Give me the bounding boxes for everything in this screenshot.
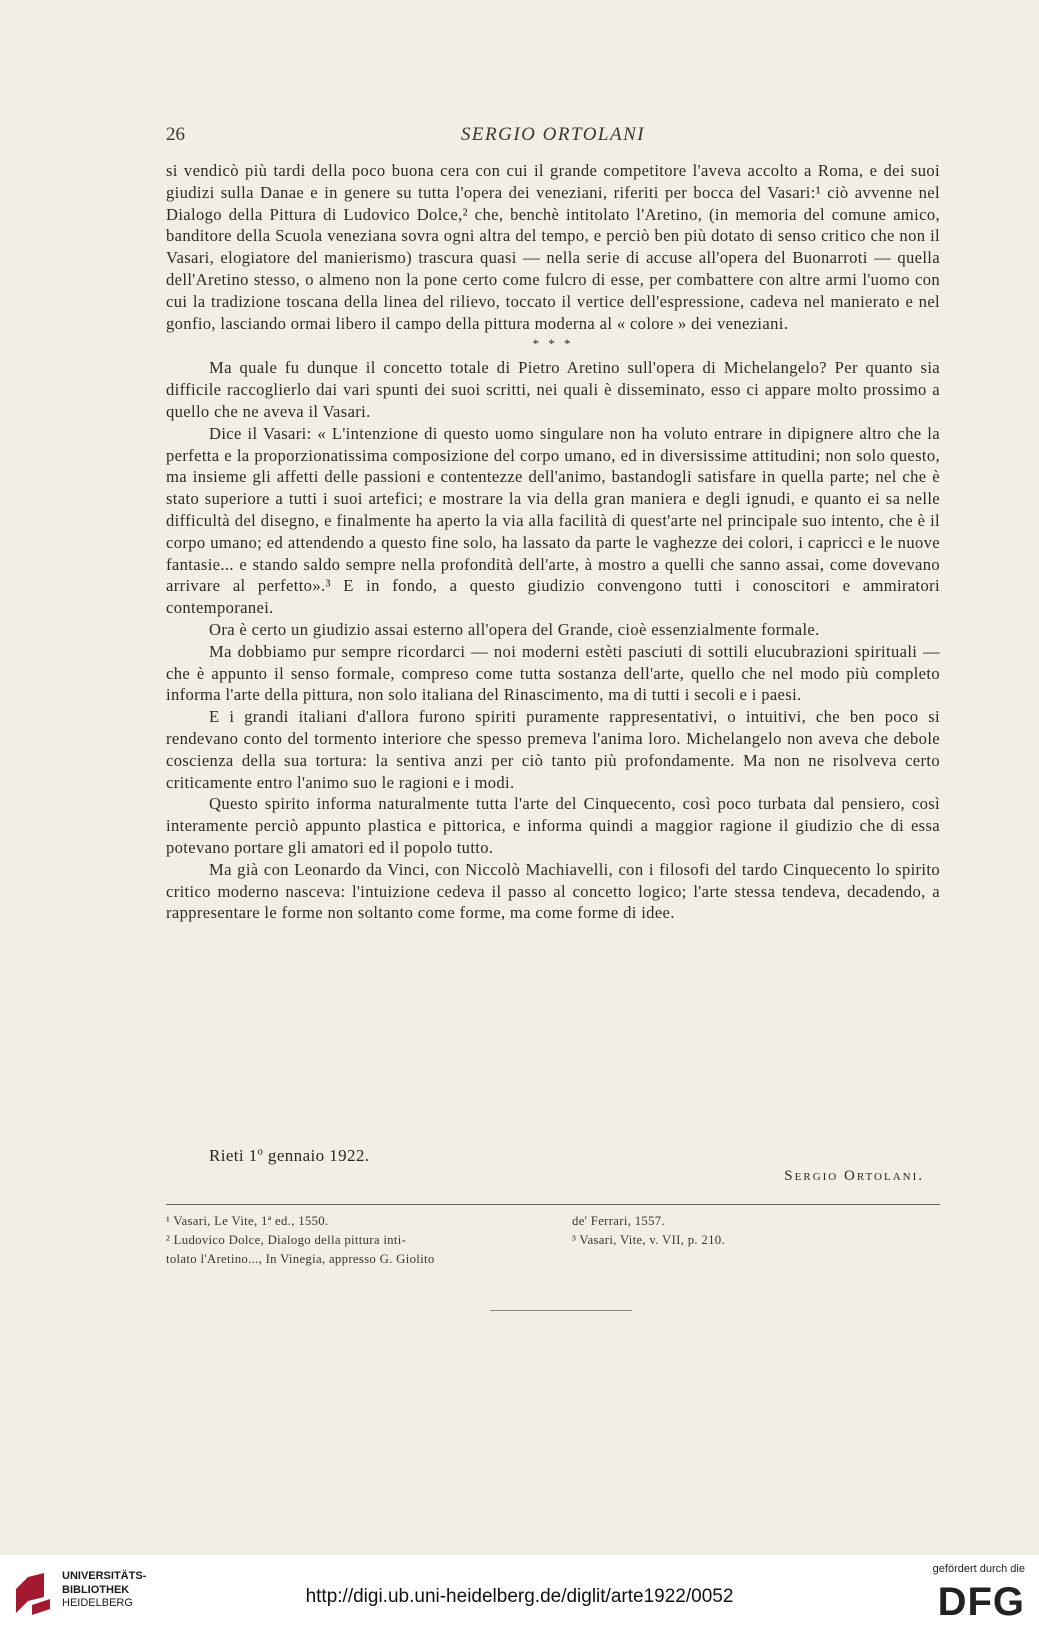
author-signature: Sergio Ortolani. [784,1168,924,1184]
paragraph: Dice il Vasari: « L'intenzione di questo uomo singulare non ha voluto entrare in dipignere altro che la perfetta e la proporzionatissima composizione del corpo umano, ed in diversissime attitudini; non solo questo, ma insieme gli affetti delle passioni e contentezze dell'animo, bastandogli satisfare in quella parte; nel che è stato superiore a tutti i suoi artefici; e mostrare la via della gran maniera e degli ignudi, e quanto ei sa nelle difficultà del disegno, e finalmente ha aperto la via alla facilità di quest'arte nel principale suo intento, che è il corpo umano; ed attendendo a questo fine solo, ha lassato da parte le vaghezze dei colori, i capricci e le nuove fantasie... e stando saldo sempre nella profondità dell'arte, à mostro a quelli che sanno assai, come dovevano arrivare al perfetto».³ E in fondo, a questo giudizio convengono tutti i conoscitori e ammiratori contemporanei. [166,423,940,618]
footnote-2-end: de' Ferrari, 1557. [572,1214,665,1228]
library-name-line: BIBLIOTHEK [62,1583,130,1596]
end-divider [490,1310,632,1311]
svg-text:DFG: DFG [937,1580,1025,1619]
footnote-2: ² Ludovico Dolce, Dialogo della pittura inti- [166,1233,407,1247]
section-asterism: * * * [532,336,574,352]
signature-block [166,1146,940,1202]
footnote-1: ¹ Vasari, Le Vite, 1ª ed., 1550. [166,1214,329,1228]
funding-notice [895,1563,1025,1619]
paragraph: Ora è certo un giudizio assai esterno all'opera del Grande, cioè essenzialmente formale. [209,619,820,639]
place-date: Rieti 1º gennaio 1922. [209,1146,370,1165]
permalink-url[interactable]: http://digi.ub.uni-heidelberg.de/diglit/arte1922/0052 [305,1586,734,1607]
paragraph: E i grandi italiani d'allora furono spiriti puramente rappresentativi, o intuitivi, che ben poco si rendevano conto del tormento interiore che spesso premeva l'anima loro. Michelangelo non aveva che debole coscienza della sua tortura: la sentiva anzi per ciò tanto più profondamente. Ma non ne risolveva certo criticamente entro l'animo suo le ragioni e i modi. [166,707,940,792]
running-head: SERGIO ORTOLANI [460,124,646,145]
footnote-2-continued: tolato l'Aretino..., In Vinegia, appresso G. Giolito [166,1252,435,1266]
dfg-logo-icon [901,1579,1025,1619]
paragraph: Ma quale fu dunque il concetto totale di Pietro Aretino sull'opera di Michelangelo? Per quanto sia difficile raccoglierlo dai vari spunti dei suoi scritti, nei quali è disseminato, esso ci appare molto prossimo a quello che ne aveva il Vasari. [166,358,940,421]
footnote-column-right [572,1212,940,1250]
footnote-3: ³ Vasari, Vite, v. VII, p. 210. [572,1233,726,1247]
page-number: 26 [166,124,185,145]
page-header [166,124,940,150]
funding-label: gefördert durch die [932,1563,1025,1575]
digitization-footer [0,1555,1039,1631]
library-name-line: UNIVERSITÄTS- [62,1570,147,1582]
article-body [166,160,940,924]
paragraph: si vendicò più tardi della poco buona cera con cui il grande competitore l'aveva accolto a Roma, e dei suoi giudizi sulla Danae e in genere su tutta l'opera dei veneziani, riferiti per bocca del Vasari:¹ ciò avvenne nel Dialogo della Pittura di Ludovico Dolce,² che, benchè intitolato l'Aretino, (in memoria del comune amico, banditore della Scuola veneziana sovra ogni altra del tempo, e perciò ben più dotato di senso critico che non il Vasari, elogiatore del manierismo) trascura quasi — nella serie di accuse all'opera del Buonarroti — quella dell'Aretino stesso, o almeno non la pone certo come fulcro di esse, per combattere con altre armi l'uomo con cui la tradizione toscana della linea del rilievo, toccato il vertice dell'espressione, cadeva nel manierato e nel gonfio, lasciando ormai libero il campo della pittura moderna al « colore » dei veneziani. [166,161,940,333]
paragraph: Questo spirito informa naturalmente tutta l'arte del Cinquecento, così poco turbata dal pensiero, così interamente perciò appunto plastica e pittorica, e informa quindi a maggior ragione il giudizio che di essa potevano portare gli amatori ed il popolo tutto. [166,794,940,857]
footnote-column-left [166,1212,556,1269]
library-name-line: HEIDELBERG [62,1597,133,1609]
paragraph: Ma dobbiamo pur sempre ricordarci — noi moderni estèti pasciuti di sottili elucubrazioni spirituali — che è appunto il senso formale, compreso come tutta sostanza dell'arte, quello che nel modo più completo informa l'arte della pittura, non solo italiana del Rinascimento, ma di tutti i secoli e i paesi. [166,641,940,705]
paragraph: Ma già con Leonardo da Vinci, con Niccolò Machiavelli, con i filosofi del tardo Cinquecento lo spirito critico moderno nasceva: l'intuizione cedeva il passo al concetto logico; l'arte stessa tendeva, decadendo, a rappresentare le forme non soltanto come forme, ma come forme di idee. [166,859,940,923]
footnote-divider [166,1204,940,1205]
